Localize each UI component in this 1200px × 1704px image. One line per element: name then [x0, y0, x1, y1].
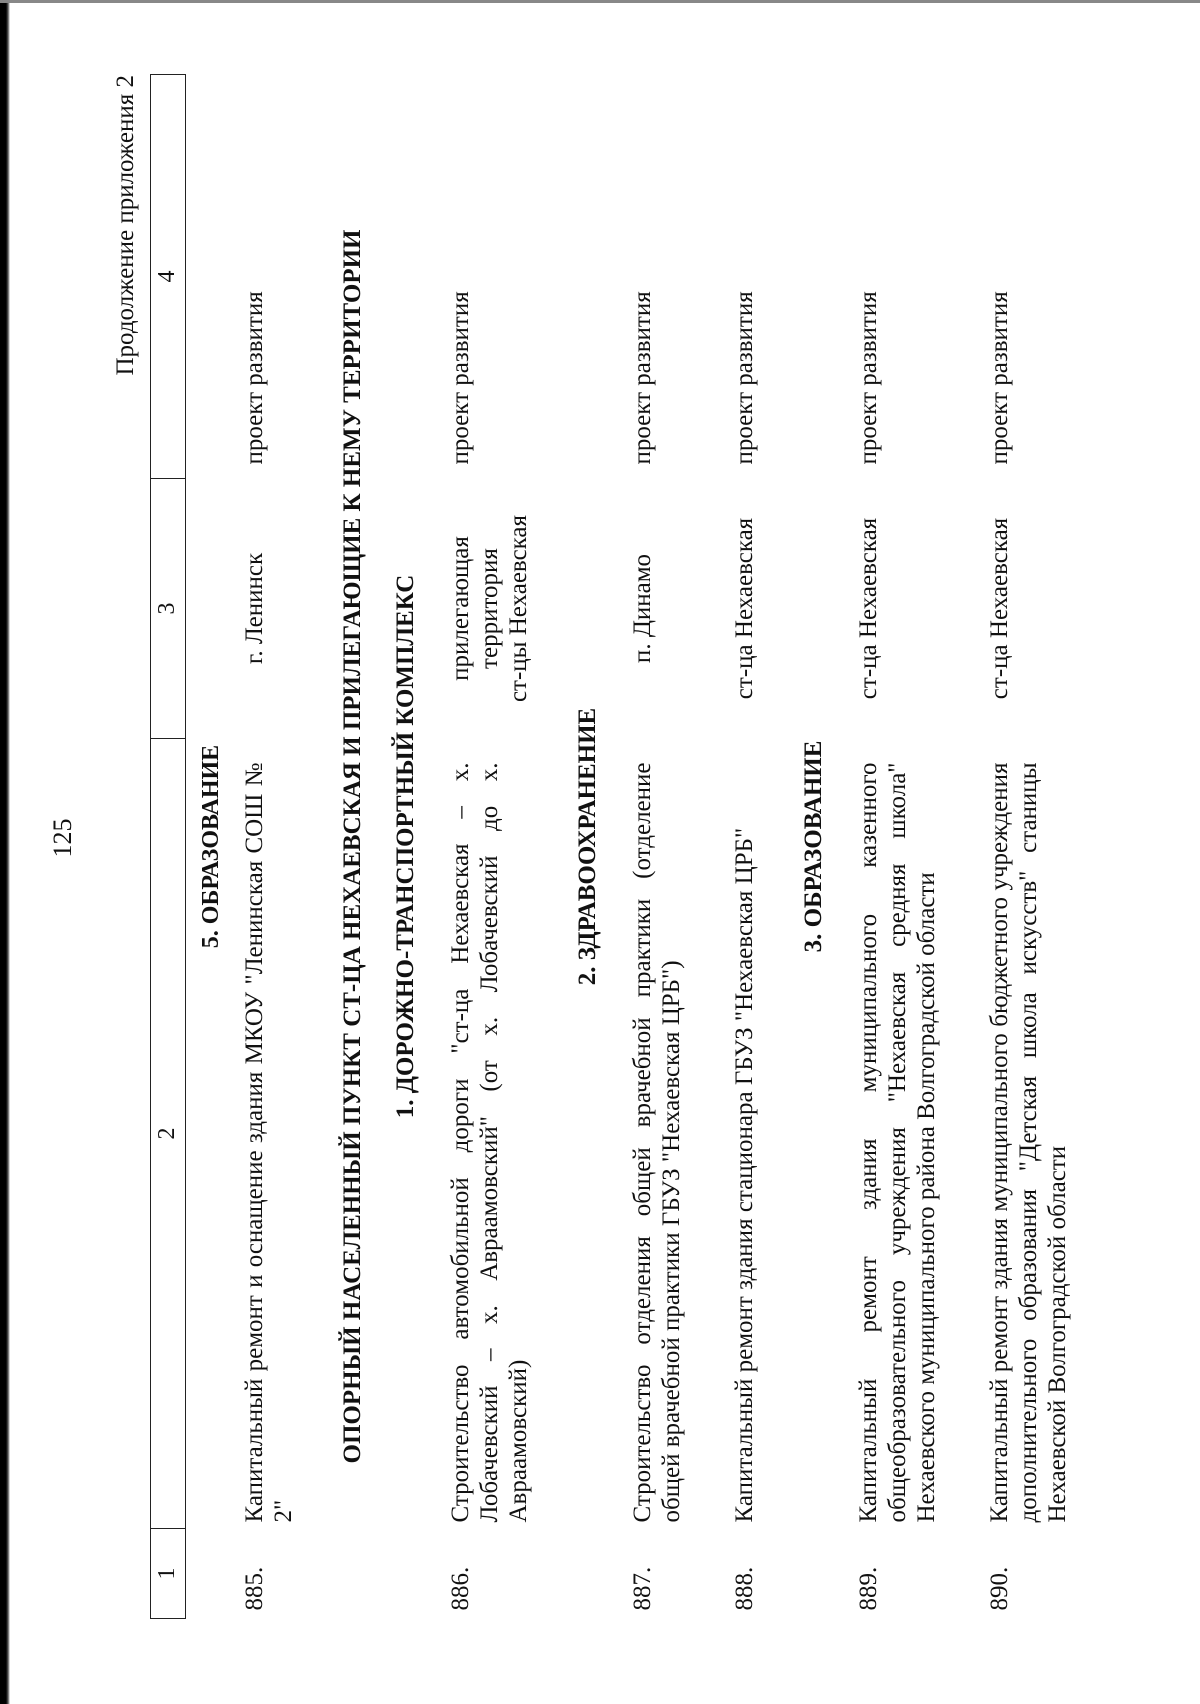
section-row-healthcare [569, 75, 620, 1619]
row-description: Капитальный ремонт и оснащение здания МКОУ "Ленинская СОШ № 2" [240, 762, 297, 1523]
row-location: ст-ца Нехаевская [854, 517, 882, 700]
table-row [722, 75, 795, 1619]
section-title: 2. ЗДРАВООХРАНЕНИЕ [573, 707, 601, 986]
section-row-transport [387, 75, 438, 1619]
row-status: проект развития [985, 291, 1013, 465]
row-location: прилегающая территория ст-цы Нехаевская [446, 514, 532, 703]
row-description: Строительство отделения общей врачебной практики (отделение общей врачебной практики ГБУЗ "Нехаевская ЦРБ") [628, 762, 685, 1523]
column-header-3: 3 [151, 479, 186, 739]
column-header-2: 2 [151, 739, 186, 1529]
projects-table [150, 74, 1108, 1619]
row-number: 888. [730, 1566, 758, 1611]
section-row-education-3 [795, 75, 846, 1619]
table-row [846, 75, 977, 1619]
row-number: 885. [240, 1566, 268, 1611]
row-location: г. Ленинск [240, 552, 268, 665]
row-description: Капитальный ремонт здания муниципального казенного общеобразовательного учреждения "Нехаевская средняя школа" Нехаевского муниципального района Волгоградской области [854, 762, 940, 1523]
row-number: 886. [446, 1566, 474, 1611]
rotated-page-content [100, 45, 1175, 1655]
row-description: Капитальный ремонт здания муниципального бюджетного учреждения дополнительного образования "Детская школа искусств" станицы Нехаевской Волгоградской области [985, 762, 1071, 1523]
section-title: 5. ОБРАЗОВАНИЕ [198, 744, 224, 949]
row-status: проект развития [730, 291, 758, 465]
row-number: 887. [628, 1566, 656, 1611]
row-location: ст-ца Нехаевская [985, 517, 1013, 700]
table-row [232, 75, 334, 1619]
table-header-row [151, 75, 186, 1619]
row-number: 889. [854, 1566, 882, 1611]
row-location: ст-ца Нехаевская [730, 517, 758, 700]
row-status: проект развития [240, 291, 268, 465]
row-number: 890. [985, 1566, 1013, 1611]
table-row [438, 75, 569, 1619]
table-row [977, 75, 1108, 1619]
row-status: проект развития [854, 291, 882, 465]
row-description: Строительство автомобильной дороги "ст-ца Нехаевская – х. Лобачевский – х. Авраамовский" (от х. Лобачевский до х. Авраамовский) [446, 762, 532, 1523]
settlement-title: ОПОРНЫЙ НАСЕЛЕННЫЙ ПУНКТ СТ-ЦА НЕХАЕВСКАЯ И ПРИЛЕГАЮЩИЕ К НЕМУ ТЕРРИТОРИИ [338, 229, 366, 1464]
section-row-education-5 [186, 75, 232, 1619]
scan-edge-top [0, 0, 1200, 3]
column-header-4: 4 [151, 75, 186, 479]
row-description: Капитальный ремонт здания стационара ГБУЗ "Нехаевская ЦРБ" [730, 827, 758, 1523]
row-status: проект развития [446, 291, 474, 465]
section-title: 1. ДОРОЖНО-ТРАНСПОРТНЫЙ КОМПЛЕКС [391, 574, 419, 1119]
row-location: п. Динамо [628, 553, 656, 664]
table-row [620, 75, 722, 1619]
column-header-1: 1 [151, 1529, 186, 1619]
appendix-note: Продолжение приложения 2 [112, 75, 139, 376]
scan-edge-left [0, 0, 10, 1704]
row-status: проект развития [628, 291, 656, 465]
section-title: 3. ОБРАЗОВАНИЕ [799, 740, 827, 953]
page-number: 125 [48, 818, 77, 858]
section-row-settlement [334, 75, 387, 1619]
